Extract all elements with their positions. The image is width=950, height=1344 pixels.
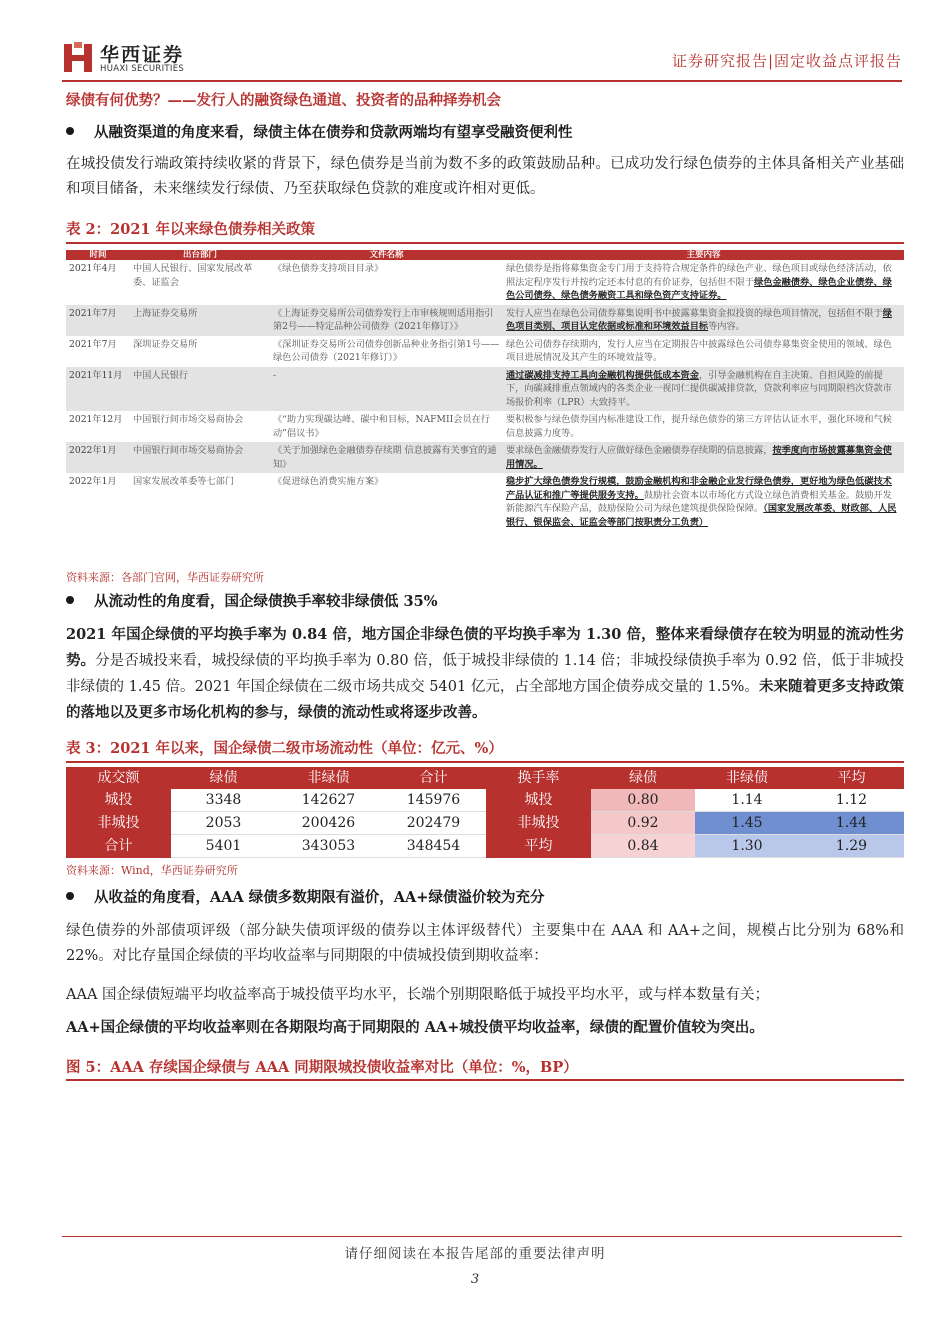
brand-name-en: HUAXI SECURITIES xyxy=(100,64,185,74)
para-bold-lead: 2021 年国企绿债的平均换手率为 0.84 倍，地方国企非绿色债的平均换手率为 1.30 倍，整体来看绿债存在较为明显的流动性劣势。 xyxy=(66,626,904,669)
content-tail: 鼓励社会资本以市场化方式设立绿色消费相关基金。鼓励开发新能源汽车保险产品，鼓励保险公司为绿色建筑提供保险保障。 xyxy=(506,489,892,514)
page-number: 3 xyxy=(470,1272,480,1287)
row-label: 非城投 xyxy=(66,812,171,835)
cell-content xyxy=(503,473,904,531)
cell-green: 3348 xyxy=(171,789,276,812)
cell-t-nongreen: 1.45 xyxy=(695,812,799,835)
col-header-total: 合计 xyxy=(381,767,486,789)
cell-doc: 《深圳证券交易所公司债券创新品种业务指引第1号——绿色公司债券（2021年修订）》 xyxy=(273,338,500,363)
cell-dept: 中国人民银行、国家发展改革委、证监会 xyxy=(133,263,253,288)
content-highlight-2: （国家发展改革委、财政部、人民银行、银保监会、证监会等部门按职责分工负责） xyxy=(506,503,897,528)
paragraph-aa-plus: AA+国企绿债的平均收益率则在各期限均高于同期限的 AA+城投债平均收益率，绿债的配置价值较为突出。 xyxy=(66,1019,764,1036)
cell-nongreen: 343053 xyxy=(276,835,381,858)
cell-doc: 《促进绿色消费实施方案》 xyxy=(273,476,384,487)
table2-rule xyxy=(66,242,904,244)
table-row xyxy=(66,260,904,305)
cell-doc: 《“助力实现碳达峰、碳中和目标，NAFMII会员在行动”倡议书》 xyxy=(273,414,490,439)
cell-dept: 中国银行间市场交易商协会 xyxy=(130,442,270,473)
header-divider xyxy=(62,80,902,82)
cell-green: 2053 xyxy=(171,812,276,835)
table-row xyxy=(66,473,904,531)
bullet-dot-icon xyxy=(66,892,74,900)
footer-divider xyxy=(62,1236,902,1237)
paragraph-liquidity xyxy=(66,622,904,726)
row-label-turnover: 城投 xyxy=(486,789,591,812)
cell-total: 145976 xyxy=(381,789,486,812)
para-bold-tail: 未来随着更多支持政策的落地以及更多市场化机构的参与，绿债的流动性或将逐步改善。 xyxy=(66,678,905,721)
content-tail: 等内容。 xyxy=(708,321,745,332)
table-row xyxy=(66,367,904,412)
section-title: 绿债有何优势？——发行人的融资绿色通道、投资者的品种择券机会 xyxy=(66,92,501,109)
table-row xyxy=(66,789,904,812)
table3-title: 表 3：2021 年以来，国企绿债二级市场流动性（单位：亿元、%） xyxy=(66,740,503,757)
paragraph-aaa: AAA 国企绿债短端平均收益率高于城投债平均水平，长端个别期限略低于城投平均水平，或与样本数量有关； xyxy=(66,987,770,1003)
para-text: 分是否城投来看，城投绿债的平均换手率为 0.80 倍，低于城投非绿债的 1.14 倍；非城投绿债换手率为 0.92 倍，低于非城投非绿债的 1.45 倍。2021 年国企绿债在二级市场共成交 5401 亿元，占全部地方国企债券成交量的 1.5%。 xyxy=(66,653,905,695)
cell-content: 绿色公司债券存续期内，发行人应当在定期报告中披露绿色公司债券募集资金使用的领域、绿色项目进展情况及其产生的环境效益等。 xyxy=(506,338,892,363)
paragraph-financing: 在城投债发行端政策持续收紧的背景下，绿色债券是当前为数不多的政策鼓励品种。已成功发行绿色债券的主体具备相关产业基础和项目储备，未来继续发行绿债、乃至获取绿色贷款的难度或许相对更低。 xyxy=(66,156,904,197)
report-type: 证券研究报告|固定收益点评报告 xyxy=(671,52,902,70)
cell-content xyxy=(503,305,904,336)
cell-doc: 《上海证券交易所公司债券发行上市审核规则适用指引第2号——特定品种公司债券（2021年修订）》 xyxy=(270,305,503,336)
row-label: 合计 xyxy=(66,835,171,858)
table-row xyxy=(66,411,904,442)
col-header-doc: 文件名称 xyxy=(270,250,503,260)
liquidity-table xyxy=(66,767,904,858)
content-highlight: 按季度向市场披露募集资金使用情况。 xyxy=(506,445,892,470)
content-text: 要求绿色金融债券发行人应做好绿色金融债券存续期的信息披露， xyxy=(506,445,773,456)
cell-green: 5401 xyxy=(171,835,276,858)
table3-source: 资料来源：Wind，华西证券研究所 xyxy=(66,864,238,877)
row-label-turnover: 非城投 xyxy=(486,812,591,835)
col-header-t-nongreen: 非绿债 xyxy=(695,767,799,789)
bullet-financing xyxy=(66,121,573,142)
cell-nongreen: 200426 xyxy=(276,812,381,835)
legal-notice: 请仔细阅读在本报告尾部的重要法律声明 xyxy=(344,1246,606,1262)
cell-nongreen: 142627 xyxy=(276,789,381,812)
table3-rule xyxy=(66,761,904,763)
content-text: 发行人应当在绿色公司债券募集说明书中披露募集资金拟投资的绿色项目情况，包括但不限于 xyxy=(506,307,883,319)
table2-source: 资料来源：各部门官网，华西证券研究所 xyxy=(66,571,264,584)
table-row xyxy=(66,812,904,835)
brand-logo xyxy=(62,38,202,78)
brand-name-cn: 华西证券 xyxy=(100,44,185,66)
col-header-content: 主要内容 xyxy=(503,250,904,260)
cell-content xyxy=(503,442,904,473)
cell-total: 348454 xyxy=(381,835,486,858)
figure5-rule xyxy=(66,1079,904,1081)
table-row xyxy=(66,336,904,367)
cell-doc: 《关于加强绿色金融债券存续期 信息披露有关事宜的通知》 xyxy=(270,442,503,473)
policy-table xyxy=(66,250,904,531)
cell-doc: 《绿色债券支持项目目录》 xyxy=(273,263,384,274)
col-header-t-avg: 平均 xyxy=(799,767,904,789)
cell-time: 2021年7月 xyxy=(69,338,117,350)
content-tail: ，引导金融机构在自主决策、自担风险的前提下，向碳减排重点领域内的各类企业一视同仁提供碳减排贷款，贷款利率应与同期限档次贷款市场报价利率（LPR）大致持平。 xyxy=(506,369,892,408)
bullet-yield xyxy=(66,886,544,907)
cell-total: 202479 xyxy=(381,812,486,835)
col-header-nongreen: 非绿债 xyxy=(276,767,381,789)
content-highlight: 绿色项目类别、项目认定依据或标准和环境效益目标 xyxy=(506,307,892,332)
cell-content xyxy=(503,260,904,305)
table-row xyxy=(66,442,904,473)
table-header-row xyxy=(66,767,904,789)
table-row xyxy=(66,305,904,336)
cell-dept: 中国人民银行 xyxy=(130,367,270,412)
content-highlight: 稳步扩大绿色债券发行规模，鼓励金融机构和非金融企业发行绿色债券，更好地为绿色低碳技术产品认证和推广等提供服务支持。 xyxy=(506,476,892,501)
cell-time: 2021年12月 xyxy=(69,414,123,425)
cell-doc: - xyxy=(270,367,503,412)
cell-time: 2022年1月 xyxy=(66,442,130,473)
cell-t-green: 0.80 xyxy=(591,789,695,812)
cell-time: 2021年4月 xyxy=(69,263,117,274)
content-highlight: 通过碳减排支持工具向金融机构提供低成本资金 xyxy=(506,369,699,381)
col-header-turnover: 换手率 xyxy=(486,767,591,789)
content-text: 绿色债券是指将募集资金专门用于支持符合规定条件的绿色产业、绿色项目或绿色经济活动，依照法定程序发行并按约定还本付息的有价证券，包括但不限于 xyxy=(506,263,892,288)
cell-dept: 国家发展改革委等七部门 xyxy=(133,476,235,487)
cell-t-green: 0.92 xyxy=(591,812,695,835)
cell-content xyxy=(503,367,904,412)
cell-time: 2021年11月 xyxy=(66,367,130,412)
table-row xyxy=(66,835,904,858)
col-header-dept: 出台部门 xyxy=(130,250,270,260)
figure5-title: 图 5：AAA 存续国企绿债与 AAA 同期限城投债收益率对比（单位：%，BP） xyxy=(66,1059,578,1076)
cell-t-avg: 1.12 xyxy=(799,789,904,812)
cell-content: 要积极参与绿色债券国内标准建设工作，提升绿色债券的第三方评估认证水平，强化环境和气候信息披露力度等。 xyxy=(506,414,892,439)
cell-t-nongreen: 1.30 xyxy=(695,835,799,858)
cell-t-nongreen: 1.14 xyxy=(695,789,799,812)
col-header-volume: 成交额 xyxy=(66,767,171,789)
cell-time: 2021年7月 xyxy=(66,305,130,336)
cell-t-avg: 1.44 xyxy=(799,812,904,835)
cell-dept: 中国银行间市场交易商协会 xyxy=(133,414,244,425)
cell-t-green: 0.84 xyxy=(591,835,695,858)
cell-dept: 上海证券交易所 xyxy=(130,305,270,336)
row-label: 城投 xyxy=(66,789,171,812)
content-highlight: 绿色金融债券、绿色企业债券、绿色公司债券、绿色债务融资工具和绿色资产支持证券。 xyxy=(506,276,892,301)
page-header xyxy=(62,38,902,80)
huaxi-logo-icon xyxy=(62,40,96,74)
cell-t-avg: 1.29 xyxy=(799,835,904,858)
row-label-turnover: 平均 xyxy=(486,835,591,858)
col-header-time: 时间 xyxy=(66,250,130,260)
col-header-t-green: 绿债 xyxy=(591,767,695,789)
bullet-dot-icon xyxy=(66,127,74,135)
table-header-row xyxy=(66,250,904,260)
table2-title: 表 2：2021 年以来绿色债券相关政策 xyxy=(66,221,316,238)
cell-dept: 深圳证券交易所 xyxy=(133,338,198,350)
bullet-text: 从流动性的角度看，国企绿债换手率较非绿债低 35% xyxy=(94,593,438,610)
bullet-text: 从融资渠道的角度来看，绿债主体在债券和贷款两端均有望享受融资便利性 xyxy=(94,124,573,141)
bullet-text: 从收益的角度看，AAA 绿债多数期限有溢价，AA+绿债溢价较为充分 xyxy=(94,889,545,906)
cell-time: 2022年1月 xyxy=(69,476,117,487)
col-header-green: 绿债 xyxy=(171,767,276,789)
paragraph-rating: 绿色债券的外部债项评级（部分缺失债项评级的债券以主体评级替代）主要集中在 AAA 和 AA+之间，规模占比分别为 68%和 22%。对比存量国企绿债的平均收益率与同期限的中债城投债到期收益率： xyxy=(66,923,904,964)
bullet-dot-icon xyxy=(66,596,74,604)
bullet-liquidity xyxy=(66,590,438,611)
